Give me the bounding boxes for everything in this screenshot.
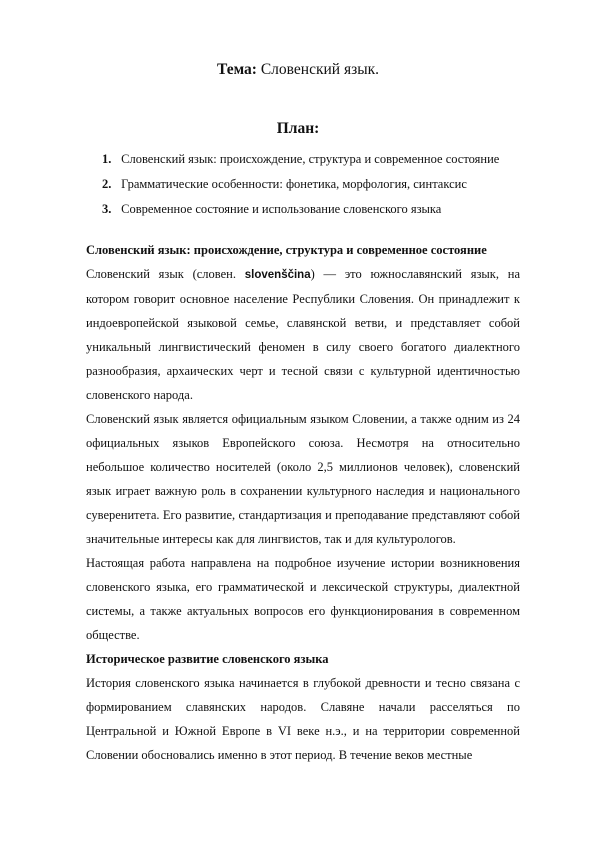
paragraph-intro bbox=[86, 262, 520, 407]
paragraph-history: История словенского языка начинается в глубокой древности и тесно связана с формированием славянских народов. Славяне начали расселяться по Центральной и Южной Европе в VI веке н.э., и на территории современной Словении обосновались именно в этот период. В течение веков местные bbox=[86, 676, 520, 762]
plan-list bbox=[102, 150, 499, 225]
plan-item-number: 3. bbox=[102, 202, 112, 216]
plan-item bbox=[102, 175, 499, 200]
plan-item-text: Словенский язык: происхождение, структура и современное состояние bbox=[121, 152, 500, 166]
paragraph-intro-start: Словенский язык (словен. bbox=[86, 267, 236, 281]
topic-value: Словенский язык. bbox=[260, 61, 380, 78]
topic-line bbox=[0, 61, 596, 79]
plan-item-text: Современное состояние и использование словенского языка bbox=[121, 202, 442, 216]
section-heading-history: Историческое развитие словенского языка bbox=[86, 652, 329, 666]
plan-title: План: bbox=[276, 120, 320, 137]
main-content bbox=[86, 238, 520, 767]
native-name: slovenščina bbox=[244, 269, 311, 281]
plan-item bbox=[102, 150, 499, 175]
paragraph-intro-rest: ) — это южнославянский язык, на котором говорит основное население Республики Словения. Он принадлежит к индоевропейской языковой семье, славянской ветви, и представляет собой уникальный лингвистический феномен в силу своего богатого диалектного разнообразия, архаических черт и тесной связи с культурной идентичностью словенского народа. bbox=[86, 267, 520, 402]
paragraph-purpose: Настоящая работа направлена на подробное изучение истории возникновения словенского языка, его грамматической и лексической структуры, диалектной системы, а также актуальных вопросов его функционирования в современном обществе. bbox=[86, 556, 520, 642]
plan-item bbox=[102, 200, 499, 225]
plan-item-number: 2. bbox=[102, 177, 112, 191]
plan-item-number: 1. bbox=[102, 152, 112, 166]
paragraph-official-status: Словенский язык является официальным языком Словении, а также одним из 24 официальных языков Европейского союза. Несмотря на относительно небольшое количество носителей (около 2,5 миллионов человек), словенский язык играет важную роль в сохранении культурного наследия и национального суверенитета. Его развитие, стандартизация и преподавание представляют собой значительные интересы как для лингвистов, так и для культурологов. bbox=[86, 412, 520, 546]
section-heading-origin: Словенский язык: происхождение, структура и современное состояние bbox=[86, 243, 487, 257]
plan-item-text: Грамматические особенности: фонетика, морфология, синтаксис bbox=[121, 177, 467, 191]
topic-label: Тема: bbox=[216, 61, 257, 78]
